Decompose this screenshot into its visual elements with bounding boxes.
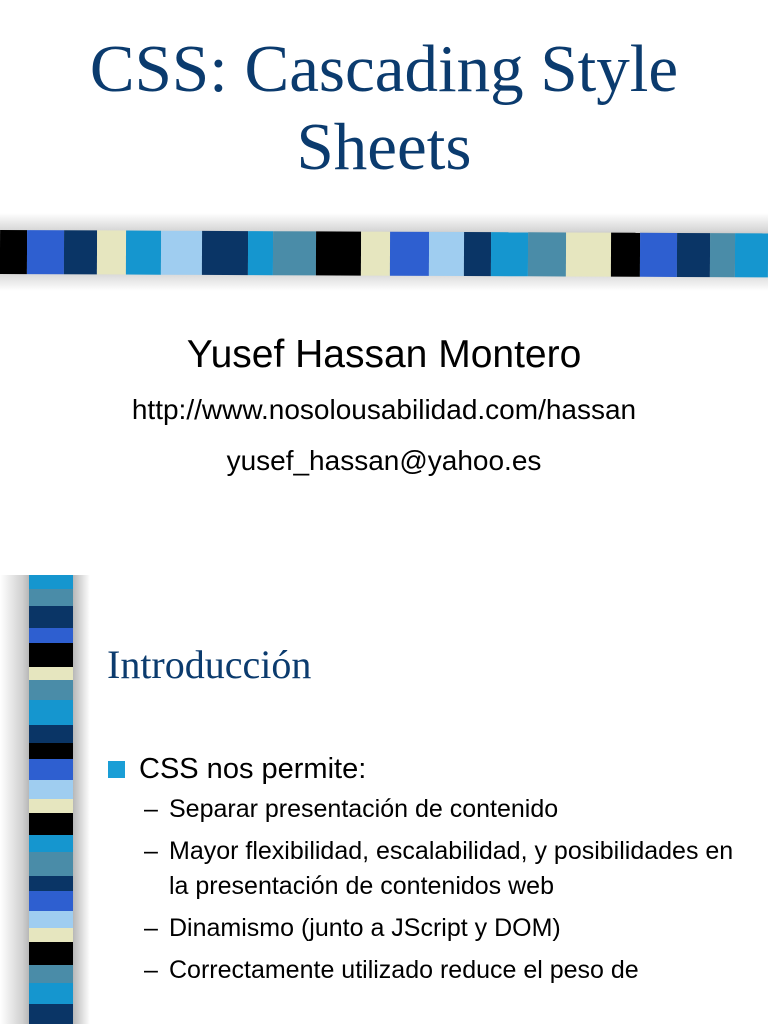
bullet-text: CSS nos permite: [139,753,367,785]
sub-item-text: Dinamismo (junto a JScript y DOM) [169,914,561,942]
author-url[interactable]: http://www.nosolousabilidad.com/hassan [131,394,637,425]
strip-segment [316,231,361,275]
strip-segment [29,983,73,1004]
strip-segment [29,589,73,607]
strip-segment [566,232,611,276]
strip-segment [29,965,73,983]
strip-segment [97,230,126,274]
sub-item-text: Mayor flexibilidad, escalabilidad, y posibilidades en la presentación de contenidos web [169,837,734,900]
strip-segment [527,232,566,276]
strip-segment [611,233,640,277]
strip-segment [29,667,73,681]
strip-segment [429,232,464,276]
strip-segment [29,928,73,942]
intro-slide [0,575,768,1024]
strip-segment [161,231,202,275]
strip-segment [29,911,73,929]
dash-icon: – [144,956,158,984]
strip-segment [29,759,73,780]
strip-segment [710,233,735,277]
strip-segment [29,876,73,892]
strip-segment [29,891,73,911]
strip-segment [29,743,73,759]
vertical-color-strip [29,575,73,1024]
sub-item [144,953,754,988]
strip-segment [27,230,64,274]
strip-segment [29,643,73,666]
strip-segment [64,230,97,274]
strip-segment [463,232,490,276]
sub-list [104,792,754,988]
strip-segment [735,233,768,277]
sub-item-text: Separar presentación de contenido [169,795,559,823]
strip-segment [202,231,249,275]
dash-icon: – [144,914,158,942]
strip-segment [273,231,316,275]
strip-segment [0,230,27,274]
strip-segment [491,232,528,276]
strip-segment [361,232,390,276]
strip-segment [29,700,73,725]
strip-segment [640,233,677,277]
slide-title: CSS: Cascading Style Sheets [89,32,679,184]
bullet-list [104,753,754,995]
sub-item [144,834,754,904]
strip-segment [126,231,161,275]
strip-segment [29,780,73,800]
strip-segment [29,725,73,743]
strip-segment [29,680,73,700]
strip-segment [29,628,73,644]
strip-segment [29,606,73,627]
strip-segment [29,575,73,589]
sub-item [144,792,754,827]
strip-segment [248,231,273,275]
dash-icon: – [144,837,158,865]
decorative-band [0,213,768,291]
author-name: Yusef Hassan Montero [186,333,582,376]
slide-title: Introducción [107,642,312,687]
strip-segment [29,835,73,853]
strip-segment [390,232,429,276]
dash-icon: – [144,795,158,823]
strip-segment [29,852,73,875]
strip-segment [29,942,73,965]
square-bullet-icon [108,761,125,778]
strip-segment [677,233,710,277]
strip-segment [29,799,73,813]
author-email[interactable]: yusef_hassan@yahoo.es [226,445,542,476]
sub-item-text: Correctamente utilizado reduce el peso de [169,956,639,984]
sub-item [144,911,754,946]
strip-segment [29,813,73,834]
strip-segment [29,1004,73,1024]
color-strip [0,230,768,277]
bullet-item [104,753,754,988]
decorative-vertical-band [0,575,90,1024]
